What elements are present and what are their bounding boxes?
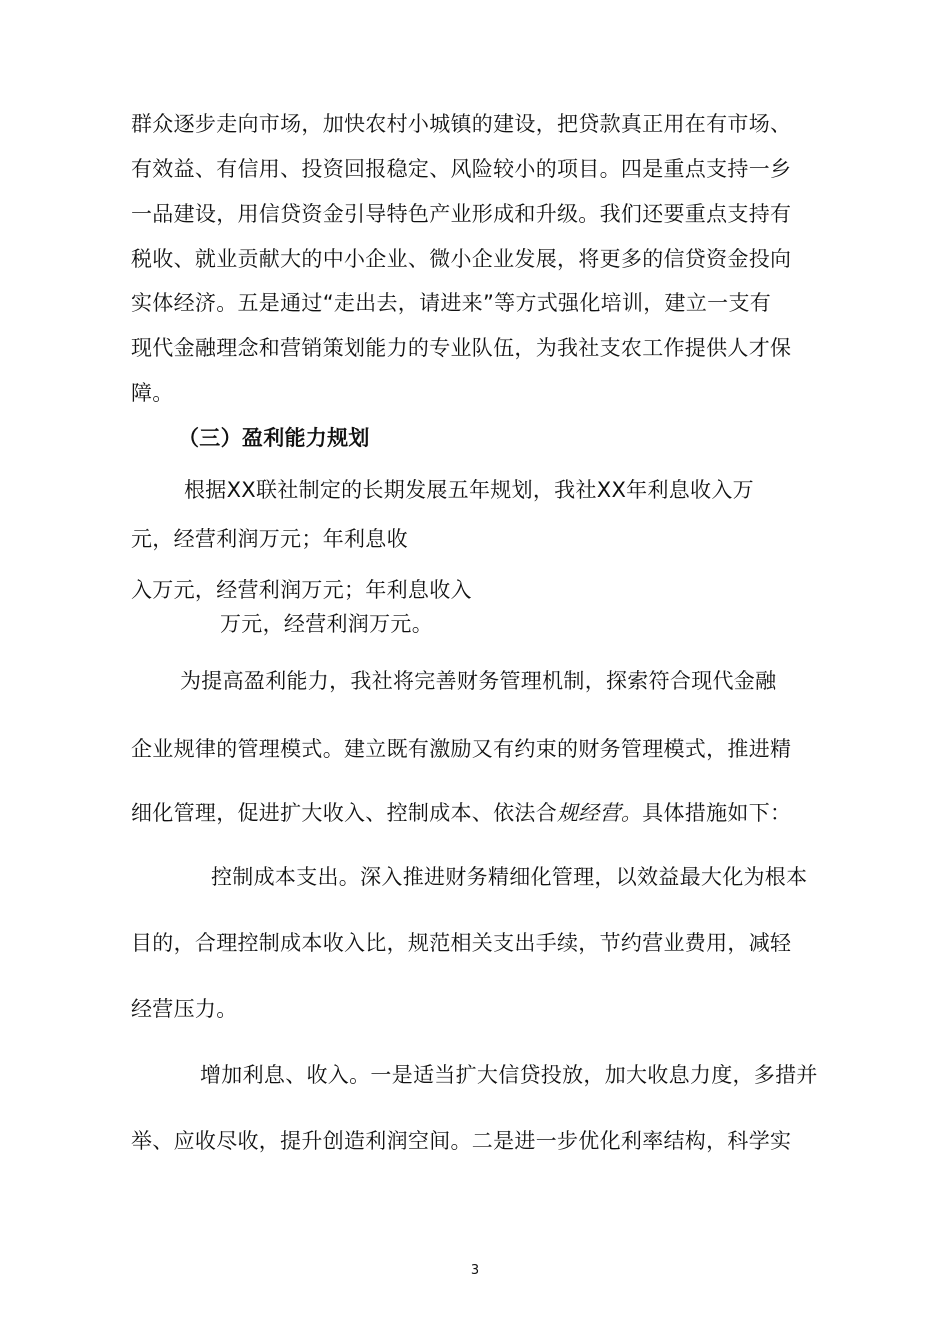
text-line: 元，经营利润万元；年利息收 xyxy=(131,527,408,551)
text-line: 控制成本支出。深入推进财务精细化管理，以效益最大化为根本 xyxy=(211,865,808,889)
text-line: 现代金融理念和营销策划能力的专业队伍，为我社支农工作提供人才保 xyxy=(131,336,792,360)
text-line: 企业规律的管理模式。建立既有激励又有约束的财务管理模式，推进精 xyxy=(131,737,792,761)
text-line: 增加利息、收入。一是适当扩大信贷投放，加大收息力度，多措并 xyxy=(200,1063,818,1087)
text-line: 为提高盈利能力，我社将完善财务管理机制，探索符合现代金融 xyxy=(180,669,777,693)
text-span: 细化管理，促进扩大收入、控制成本、依法合 xyxy=(131,801,557,825)
section-heading: （三）盈利能力规划 xyxy=(178,426,370,450)
text-line: 实体经济。五是通过“走出去，请进来”等方式强化培训，建立一支有 xyxy=(131,291,772,315)
text-line: 障。 xyxy=(131,381,174,405)
text-span: 具体措施如下： xyxy=(642,801,792,825)
page-number: 3 xyxy=(470,1263,480,1278)
text-line: 举、应收尽收，提升创造利润空间。二是进一步优化利率结构，科学实 xyxy=(131,1129,792,1153)
text-line: 群众逐步走向市场，加快农村小城镇的建设，把贷款真正用在有市场、 xyxy=(131,112,792,136)
text-line: 万元，经营利润万元。 xyxy=(220,612,433,636)
text-line: 目的，合理控制成本收入比，规范相关支出手续，节约营业费用，减轻 xyxy=(131,931,792,955)
text-line: 一品建设，用信贷资金引导特色产业形成和升级。我们还要重点支持有 xyxy=(131,202,792,226)
text-line: 税收、就业贡献大的中小企业、微小企业发展，将更多的信贷资金投向 xyxy=(131,247,792,271)
text-line xyxy=(131,800,791,826)
text-line: 经营压力。 xyxy=(131,997,238,1021)
italic-text-span: 规经营。 xyxy=(557,801,643,825)
text-line: 有效益、有信用、投资回报稳定、风险较小的项目。四是重点支持一乡 xyxy=(131,157,792,181)
text-line: 入万元，经营利润万元；年利息收入 xyxy=(131,578,472,602)
text-line: 根据XX联社制定的长期发展五年规划，我社XX年利息收入万 xyxy=(184,478,754,502)
